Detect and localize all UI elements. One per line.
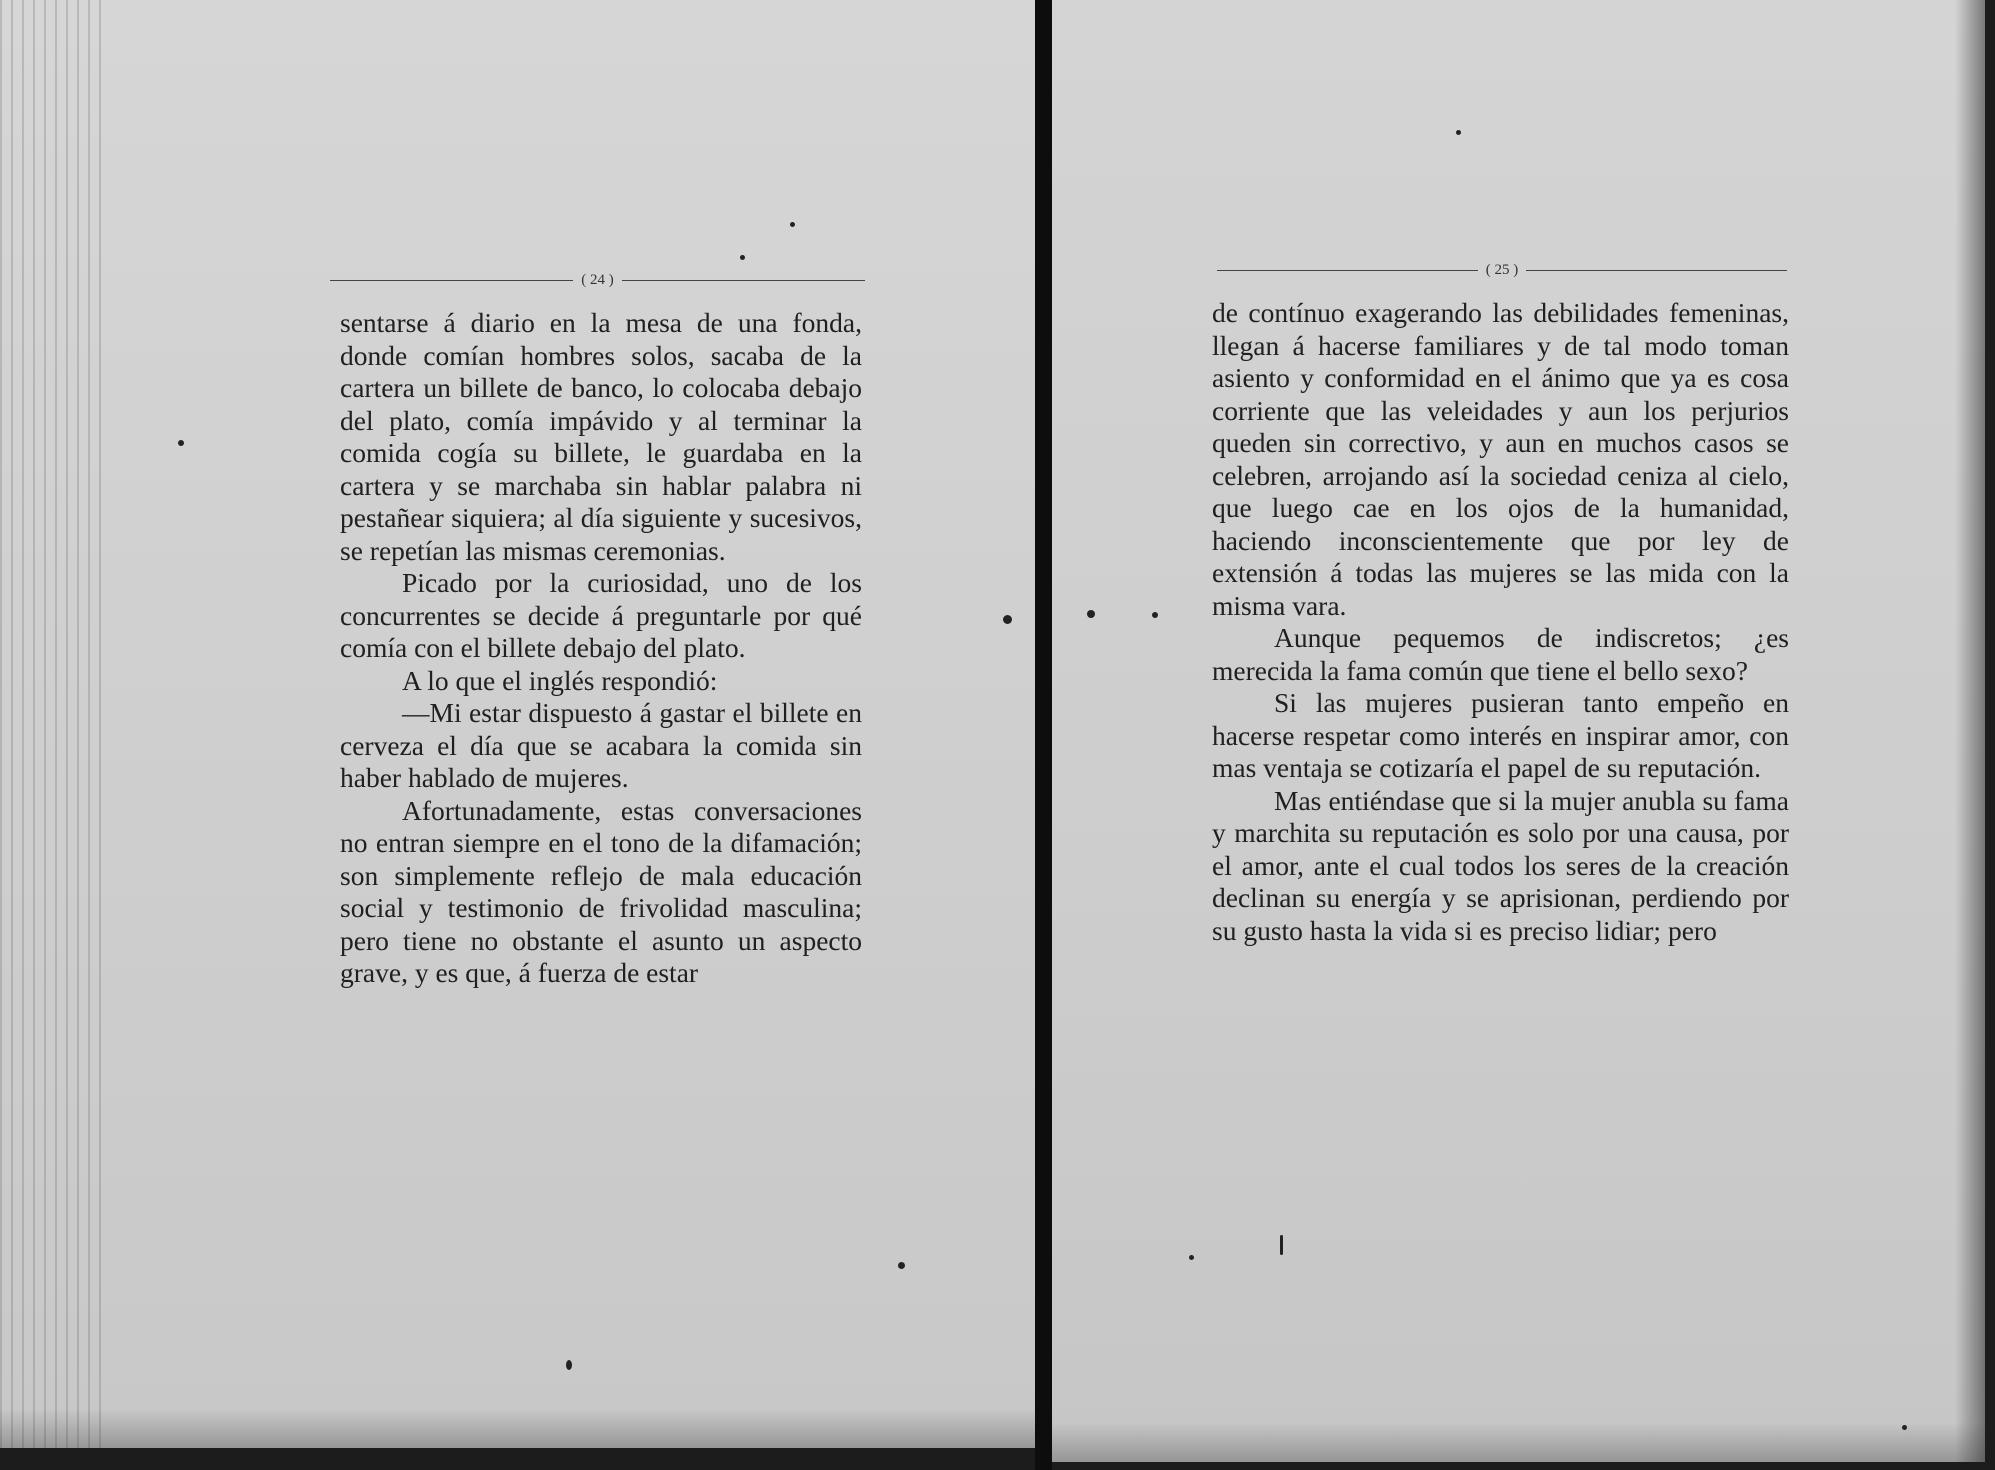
paragraph: A lo que el inglés respondió: — [402, 664, 718, 696]
right-page — [1052, 0, 1985, 1462]
ink-speck — [1456, 130, 1461, 135]
header-rule-right — [1526, 270, 1787, 271]
header-rule-left — [1217, 270, 1478, 271]
ink-speck — [898, 1262, 905, 1269]
left-page-number: ( 24 ) — [581, 272, 614, 288]
right-page-header — [1217, 262, 1787, 279]
ink-speck — [1152, 612, 1158, 618]
ink-speck — [740, 255, 745, 260]
paragraph: Aunque pequemos de indiscretos; ¿es merecida la fama común que tiene el bello sexo? — [1212, 622, 1789, 686]
ink-speck — [1087, 610, 1095, 618]
right-page-body — [1212, 297, 1789, 947]
ink-speck — [790, 222, 795, 227]
ink-speck — [566, 1360, 572, 1370]
paragraph: sentarse á diario en la mesa de una fonda, donde comían hombres solos, sacaba de la cartera un billete de banco, lo colocaba debajo del plato, comía impávido y al terminar la comida cogía su billete, le guardaba en la cartera y se marchaba sin hablar palabra ni pestañear siquiera; al día siguiente y sucesivos, se repetían las mismas ceremonias. — [340, 307, 862, 566]
page-shadow — [1052, 1422, 1985, 1462]
paragraph: Afortunadamente, estas conversaciones no entran siempre en el tono de la difamación; son simplemente reflejo de mala educación social y testimonio de frivolidad masculina; pero tiene no obstante el asunto un aspecto grave, y es que, á fuerza de estar — [340, 794, 862, 988]
book-spine — [1035, 0, 1052, 1470]
paragraph: Mas entiéndase que si la mujer anubla su fama y marchita su reputación es solo por una causa, por el amor, ante el cual todos los seres de la creación declinan su energía y se aprisionan, perdiendo por su gusto hasta la vida si es preciso lidiar; pero — [1212, 784, 1789, 946]
left-page-body — [340, 307, 862, 990]
header-rule-right — [622, 280, 865, 281]
page-edge-stack — [0, 0, 110, 1448]
page-shadow — [0, 1408, 1035, 1448]
paragraph: de contínuo exagerando las debilidades femeninas, llegan á hacerse familiares y de tal modo toman asiento y conformidad en el ánimo que ya es cosa corriente que las veleidades y aun los perjurios queden sin correctivo, y aun en muchos casos se celebren, arrojando así la sociedad ceniza al cielo, que luego cae en los ojos de la humanidad, haciendo inconscientemente que por ley de extensión á todas las mujeres se las mida con la misma vara. — [1212, 297, 1789, 621]
ink-speck — [1280, 1235, 1283, 1255]
page-edge-shadow — [1955, 0, 1985, 1462]
paragraph: —Mi estar dispuesto á gastar el billete en cerveza el día que se acabara la comida sin haber hablado de mujeres. — [340, 697, 862, 793]
ink-speck — [1003, 615, 1012, 624]
ink-speck — [178, 440, 184, 446]
right-page-number: ( 25 ) — [1485, 262, 1519, 278]
paragraph: Picado por la curiosidad, uno de los concurrentes se decide á preguntarle por qué comía con el billete debajo del plato. — [340, 567, 862, 663]
header-rule-left — [330, 280, 573, 281]
ink-speck — [1189, 1255, 1194, 1260]
paragraph: Si las mujeres pusieran tanto empeño en hacerse respetar como interés en inspirar amor, con mas ventaja se cotizaría el papel de su reputación. — [1212, 687, 1789, 783]
left-page-header — [330, 272, 865, 289]
